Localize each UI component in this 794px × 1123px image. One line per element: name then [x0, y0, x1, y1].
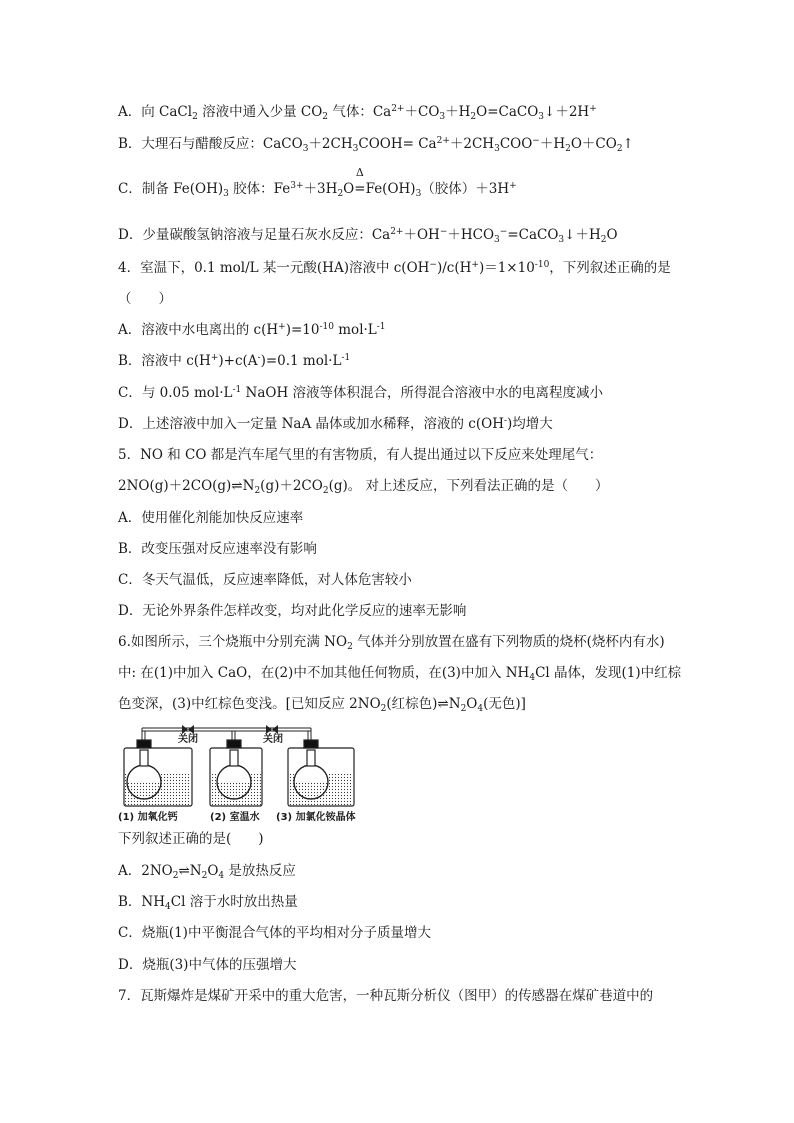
q6-stem-line1: 6.如图所示，三个烧瓶中分别充满 $NO_2$ 气体并分别放置在盛有下列物质的烧杯(烧杯内有水)	[118, 634, 665, 652]
q7-stem: 7．瓦斯爆炸是煤矿开采中的重大危害，一种瓦斯分析仪（图甲）的传感器在煤矿巷道中的	[118, 988, 654, 1004]
q6-option-c: C．烧瓶(1)中平衡混合气体的平均相对分子质量增大	[118, 925, 431, 941]
q3-option-c: C．制备 $Fe(OH)_3$ 胶体：$Fe^{3+}+3H_2O$ Δ $=Fe(OH)_3$（胶体）＋3H+	[118, 166, 517, 199]
heating-condition: Δ =	[354, 166, 366, 197]
q6-question: 下列叙述正确的是( )	[118, 831, 264, 847]
valve-label-1: 关闭	[178, 734, 198, 745]
q4-stem: 4．室温下，0.1 mol/L 某一元酸(HA)溶液中 $c(OH^-)/c(H^+)=1\times 10^{-10}$，下列叙述正确的是	[118, 260, 671, 276]
flask-apparatus-figure	[118, 722, 368, 824]
q3-option-d: D．少量碳酸氢钠溶液与足量石灰水反应：$Ca^{2+}+OH^-+HCO_3^-=CaCO_3↓+H_2O$	[118, 227, 618, 245]
q4-option-c: C．与 0.05 $mol\cdot L^{-1}$ NaOH 溶液等体积混合，所得混合溶液中水的电离程度减小	[118, 385, 604, 401]
q4-option-b: B．溶液中 c(H+)+c(A-)=0.1 $mol\cdot L^{-1}$	[118, 353, 351, 369]
connecting-tube	[142, 728, 311, 740]
q3-option-a: A．向 CaCl$_2$ 溶液中通入少量 $CO_2$ 气体：$Ca^{2+}+CO_3+H_2O=CaCO_3↓+2H^+$	[118, 104, 597, 122]
valve-label-2: 关闭	[263, 734, 283, 745]
q6-stem-line2: 中: 在(1)中加入 CaO，在(2)中不加其他任何物质，在(3)中加入 $NH_4Cl$ 晶体，发现(1)中红棕	[118, 665, 682, 683]
q5-option-d: D．无论外界条件怎样改变，均对此化学反应的速率无影响	[118, 603, 467, 619]
q5-option-b: B．改变压强对反应速率没有影响	[118, 541, 317, 557]
q5-stem-line2: $2NO(g)+2CO(g)\rightleftharpoons N_2(g)+2CO_2(g)$。 对上述反应，下列看法正确的是（ ）	[118, 478, 609, 496]
flask-1	[124, 740, 192, 806]
q4-option-d: D．上述溶液中加入一定量 NaA 晶体或加水稀释，溶液的 c(OH-)均增大	[118, 416, 553, 432]
q6-stem-line3: 色变深，(3)中红棕色变浅。[已知反应 $2NO_2$(红棕色)$\rightleftharpoons N_2O_4$(无色)]	[118, 696, 526, 714]
q6-option-d: D．烧瓶(3)中气体的压强增大	[118, 957, 297, 973]
q5-stem-line1: 5．NO 和 CO 都是汽车尾气里的有害物质，有人提出通过以下反应来处理尾气：	[118, 447, 603, 463]
flask-caption-2: (2) 室温水	[210, 812, 260, 823]
flask-3	[288, 740, 354, 806]
q3-option-b: B．大理石与醋酸反应：$CaCO_3+2CH_3COOH=$ $Ca^{2+}+2CH_3COO^-+H_2O+CO_2↑$	[118, 136, 634, 154]
flask-2	[210, 740, 262, 806]
q6-option-b: B．$NH_4Cl$ 溶于水时放出热量	[118, 894, 298, 912]
q6-option-a: A．$2NO_2\rightleftharpoons N_2O_4$ 是放热反应	[118, 863, 296, 881]
q5-option-a: A．使用催化剂能加快反应速率	[118, 510, 304, 526]
flask-caption-1: (1) 加氧化钙	[118, 812, 178, 823]
q4-option-a: A．溶液中水电离出的 $c(H^+)=10^{-10}$ $mol\cdot L^{-1}$	[118, 322, 386, 338]
q5-option-c: C．冬天气温低，反应速率降低，对人体危害较小	[118, 572, 412, 588]
flask-caption-3: (3) 加氯化铵晶体	[276, 812, 356, 823]
q4-answer-paren: （ ）	[118, 291, 172, 307]
